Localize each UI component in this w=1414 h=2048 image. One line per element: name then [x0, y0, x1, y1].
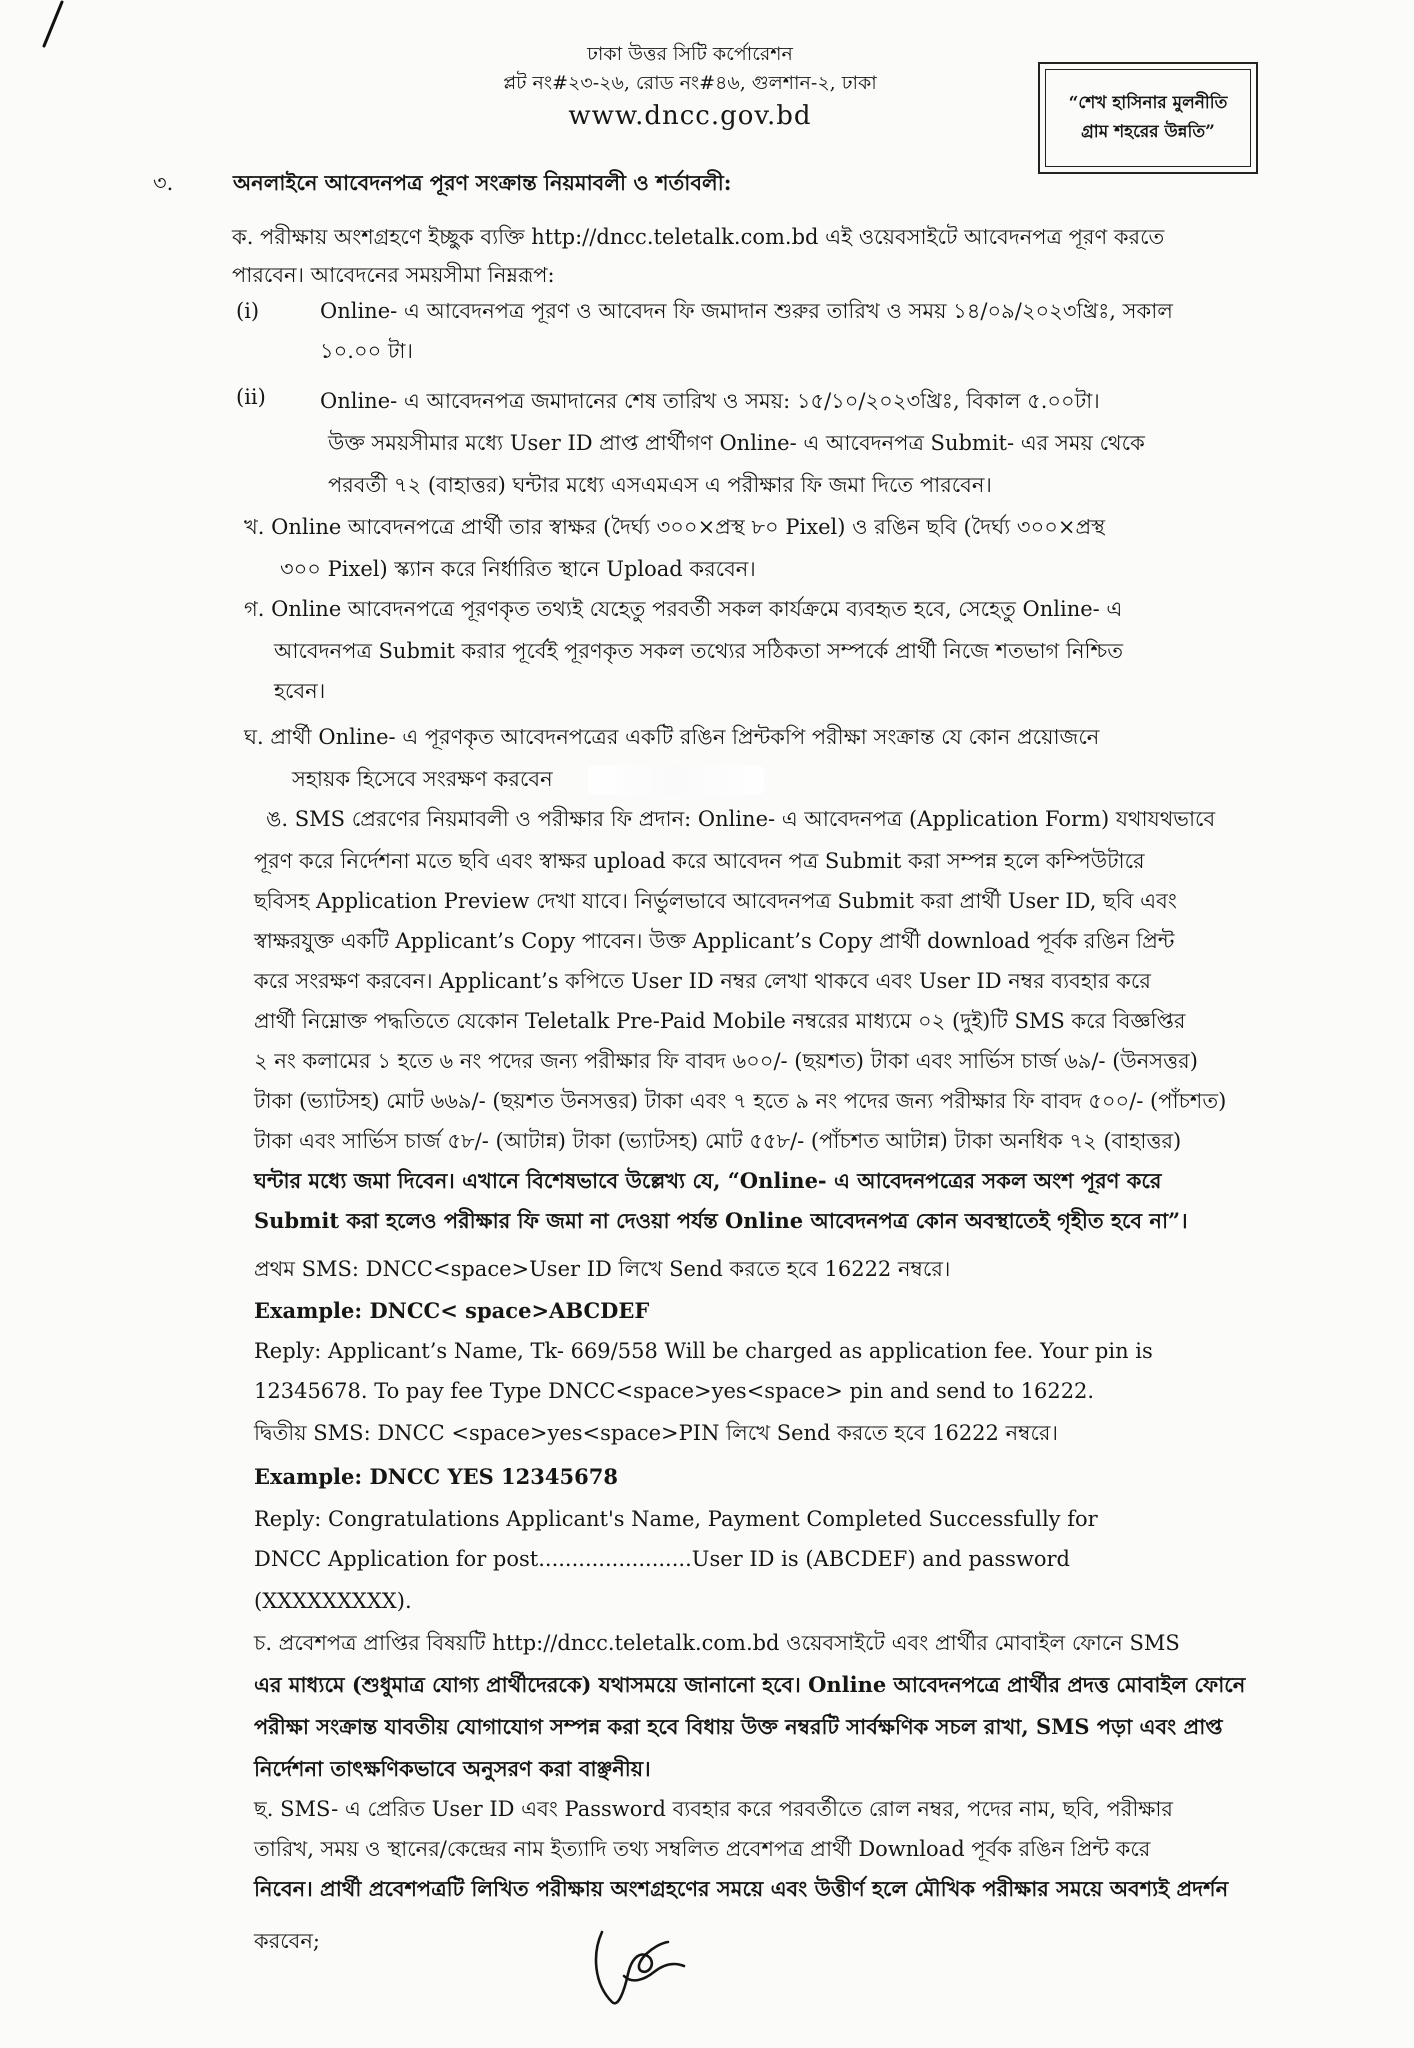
clause-kha-line: খ. Online আবেদনপত্রে প্রার্থী তার স্বাক্ষর (দৈর্ঘ্য ৩০০×প্রস্থ ৮০ Pixel) ও রঙিন ছবি (দৈর্ঘ্য ৩০০×প্রস্থ [244, 515, 1106, 539]
item-i-line: Online- এ আবেদনপত্র পূরণ ও আবেদন ফি জমাদান শুরুর তারিখ ও সময় ১৪/০৯/২০২৩খ্রিঃ, সকাল [320, 299, 1173, 323]
first-sms-example: Example: DNCC< space>ABCDEF [254, 1298, 650, 1323]
organization-name: ঢাকা উত্তর সিটি কর্পোরেশন [587, 43, 793, 65]
section-number: ৩. [153, 171, 174, 195]
slogan-box [1038, 62, 1258, 174]
clause-cha-line: নির্দেশনা তাৎক্ষণিকভাবে অনুসরণ করা বাঞ্ছনীয়। [254, 1756, 651, 1781]
first-sms-instruction: প্রথম SMS: DNCC<space>User ID লিখে Send করতে হবে 16222 নম্বরে। [254, 1257, 951, 1281]
signature [584, 1914, 694, 2014]
clause-gha-line: ঘ. প্রার্থী Online- এ পূরণকৃত আবেদনপত্রের একটি রঙিন প্রিন্টকপি পরীক্ষা সংক্রান্ত যে কোন প্রয়োজনে [244, 725, 1100, 749]
clause-ka-line: পারবেন। আবেদনের সময়সীমা নিম্নরূপ: [232, 263, 555, 287]
letterhead [440, 40, 940, 134]
item-marker-i: (i) [236, 299, 260, 323]
organization-website[interactable]: www.dncc.gov.bd [568, 101, 812, 131]
clause-ka-line: ক. পরীক্ষায় অংশগ্রহণে ইচ্ছুক ব্যক্তি http://dncc.teletalk.com.bd এই ওয়েবসাইটে আবেদনপত্র পূরণ করতে [232, 225, 1165, 249]
second-sms-reply: (XXXXXXXXX). [254, 1589, 412, 1613]
clause-uma-line: ঘন্টার মধ্যে জমা দিবেন। এখানে বিশেষভাবে উল্লেখ্য যে, “Online- এ আবেদনপত্রের সকল অংশ পূরণ করে [254, 1168, 1162, 1193]
second-sms-example: Example: DNCC YES 12345678 [254, 1464, 618, 1489]
clause-uma-line: পূরণ করে নির্দেশনা মতে ছবি এবং স্বাক্ষর upload করে আবেদন পত্র Submit করা সম্পন্ন হলে কম্পিউটারে [254, 849, 1145, 873]
clause-chha-line: ছ. SMS- এ প্রেরিত User ID এবং Password ব্যবহার করে পরবর্তীতে রোল নম্বর, পদের নাম, ছবি, পরীক্ষার [254, 1797, 1173, 1821]
organization-address: প্লট নং#২৩-২৬, রোড নং#৪৬, গুলশান-২, ঢাকা [503, 72, 877, 94]
clause-ga-line: গ. Online আবেদনপত্রে পূরণকৃত তথ্যই যেহেতু পরবর্তী সকল কার্যক্রমে ব্যবহৃত হবে, সেহেতু Online- এ [244, 597, 1123, 621]
first-sms-reply: Reply: Applicant’s Name, Tk- 669/558 Will be charged as application fee. Your pin is [254, 1339, 1153, 1363]
item-i-line: ১০.০০ টা। [320, 339, 413, 363]
clause-cha-line: চ. প্রবেশপত্র প্রাপ্তির বিষয়টি http://dncc.teletalk.com.bd ওয়েবসাইটে এবং প্রার্থীর মোবাইল ফোনে SMS [254, 1631, 1180, 1655]
clause-cha-line: এর মাধ্যমে (শুধুমাত্র যোগ্য প্রার্থীদেরকে) যথাসময়ে জানানো হবে। Online আবেদনপত্রে প্রার্থীর প্রদত্ত মোবাইল ফোনে [254, 1672, 1246, 1697]
slogan-text [1045, 69, 1251, 167]
clause-uma-line: প্রার্থী নিম্নোক্ত পদ্ধতিতে যেকোন Teletalk Pre-Paid Mobile নম্বরের মাধ্যমে ০২ (দুই)টি SMS করে বিজ্ঞপ্তির [254, 1009, 1186, 1033]
item-ii-line: পরবর্তী ৭২ (বাহাত্তর) ঘন্টার মধ্যে এসএমএস এ পরীক্ষার ফি জমা দিতে পারবেন। [328, 473, 992, 497]
clause-uma-line: ঙ. SMS প্রেরণের নিয়মাবলী ও পরীক্ষার ফি প্রদান: Online- এ আবেদনপত্র (Application Form) যথাযথভাবে [266, 807, 1216, 831]
clause-uma-line: টাকা এবং সার্ভিস চার্জ ৫৮/- (আটান্ন) টাকা (ভ্যাটসহ) মোট ৫৫৮/- (পাঁচশত আটান্ন) টাকা অনধিক ৭২ (বাহাত্তর) [254, 1129, 1182, 1153]
slogan-line-1: “শেখ হাসিনার মুলনীতি [1068, 93, 1228, 113]
item-marker-ii: (ii) [236, 385, 266, 409]
second-sms-instruction: দ্বিতীয় SMS: DNCC <space>yes<space>PIN লিখে Send করতে হবে 16222 নম্বরে। [254, 1421, 1058, 1445]
item-ii-line: Online- এ আবেদনপত্র জমাদানের শেষ তারিখ ও সময়: ১৫/১০/২০২৩খ্রিঃ, বিকাল ৫.০০টা। [320, 389, 1100, 413]
clause-chha-line: তারিখ, সময় ও স্থানের/কেন্দ্রের নাম ইত্যাদি তথ্য সম্বলিত প্রবেশপত্র প্রার্থী Download পূর্বক রঙিন প্রিন্ট করে [254, 1837, 1151, 1861]
clause-uma-line: ছবিসহ Application Preview দেখা যাবে। নির্ভুলভাবে আবেদনপত্র Submit করা প্রার্থী User ID, ছবি এবং [254, 889, 1177, 913]
item-ii-line: উক্ত সময়সীমার মধ্যে User ID প্রাপ্ত প্রার্থীগণ Online- এ আবেদনপত্র Submit- এর সময় থেকে [328, 431, 1145, 455]
clause-ga-line: আবেদনপত্র Submit করার পূর্বেই পূরণকৃত সকল তথ্যের সঠিকতা সম্পর্কে প্রার্থী নিজে শতভাগ নিশ্চিত [274, 639, 1123, 663]
clause-gha-line: সহায়ক হিসেবে সংরক্ষণ করবেন [292, 767, 553, 791]
clause-uma-line: টাকা (ভ্যাটসহ) মোট ৬৬৯/- (ছয়শত উনসত্তর) টাকা এবং ৭ হতে ৯ নং পদের জন্য পরীক্ষার ফি বাবদ ৫০০/- (পাঁচশত) [254, 1089, 1227, 1113]
clause-chha-line: নিবেন। প্রার্থী প্রবেশপত্রটি লিখিত পরীক্ষায় অংশগ্রহণের সময়ে এবং উত্তীর্ণ হলে মৌখিক পরীক্ষার সময়ে অবশ্যই প্রদর্শন [254, 1876, 1229, 1901]
clause-cha-line: পরীক্ষা সংক্রান্ত যাবতীয় যোগাযোগ সম্পন্ন করা হবে বিধায় উক্ত নম্বরটি সার্বক্ষণিক সচল রাখা, SMS পড়া এবং প্রাপ্ত [254, 1714, 1223, 1739]
clause-ga-line: হবেন। [274, 679, 326, 703]
clause-uma-line: Submit করা হলেও পরীক্ষার ফি জমা না দেওয়া পর্যন্ত Online আবেদনপত্র কোন অবস্থাতেই গৃহীত হবে না”। [254, 1208, 1188, 1233]
first-sms-reply: 12345678. To pay fee Type DNCC<space>yes<space> pin and send to 16222. [254, 1379, 1095, 1403]
section-heading: অনলাইনে আবেদনপত্র পূরণ সংক্রান্ত নিয়মাবলী ও শর্তাবলী: [233, 170, 732, 195]
clause-uma-line: করে সংরক্ষণ করবেন। Applicant’s কপিতে User ID নম্বর লেখা থাকবে এবং User ID নম্বর ব্যবহার করে [254, 969, 1151, 993]
redacted-area [588, 765, 764, 795]
clause-kha-line: ৩০০ Pixel) স্ক্যান করে নির্ধারিত স্থানে Upload করবেন। [280, 557, 756, 581]
clause-uma-line: ২ নং কলামের ১ হতে ৬ নং পদের জন্য পরীক্ষার ফি বাবদ ৬০০/- (ছয়শত) টাকা এবং সার্ভিস চার্জ ৬৯/- (উনসত্তর) [254, 1049, 1198, 1073]
clause-chha-line: করবেন; [254, 1929, 320, 1953]
clause-uma-line: স্বাক্ষরযুক্ত একটি Applicant’s Copy পাবেন। উক্ত Applicant’s Copy প্রার্থী download পূর্বক রঙিন প্রিন্ট [254, 929, 1175, 953]
slogan-line-2: গ্রাম শহরের উন্নতি” [1081, 122, 1215, 142]
pen-stroke-mark [38, 0, 68, 52]
second-sms-reply: Reply: Congratulations Applicant's Name, Payment Completed Successfully for [254, 1507, 1098, 1531]
second-sms-reply: DNCC Application for post.......................User ID is (ABCDEF) and password [254, 1547, 1070, 1571]
